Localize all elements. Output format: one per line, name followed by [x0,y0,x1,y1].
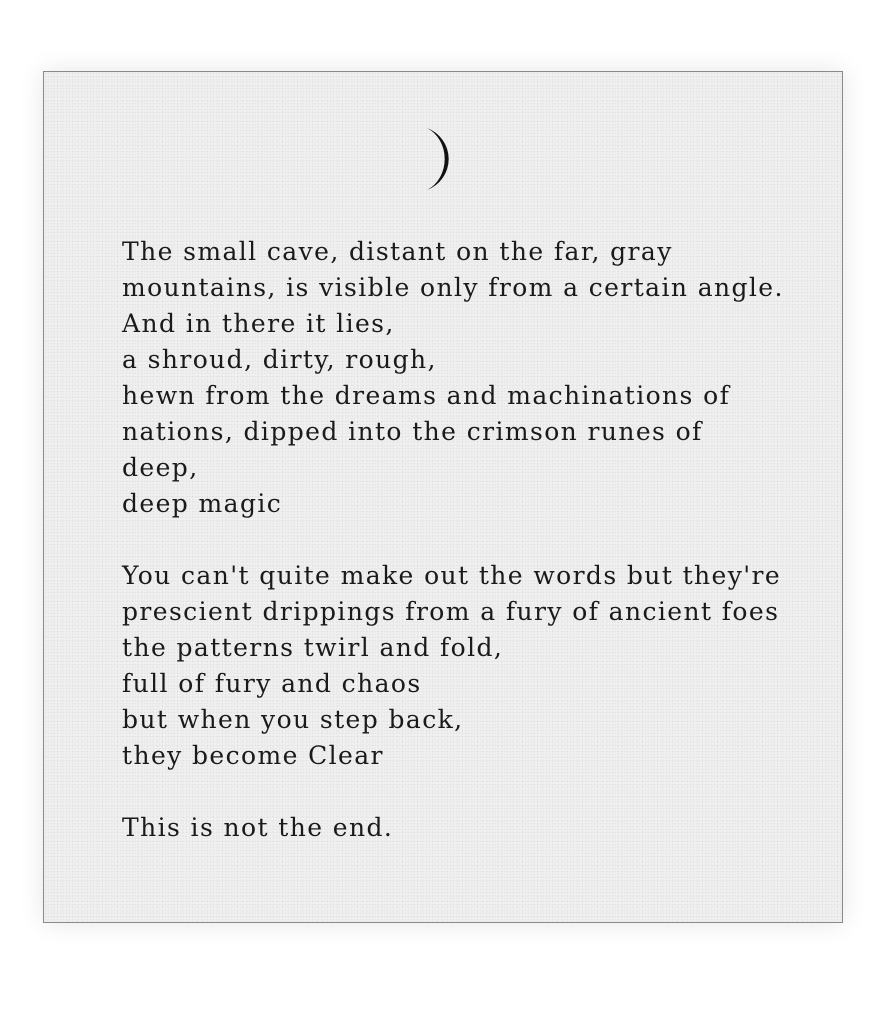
crescent-moon-icon [421,125,467,193]
poem-line: deep magic [122,489,283,518]
stanza-1 [122,234,812,522]
poem-line: nations, dipped into the crimson runes of [122,417,703,446]
stanza-2 [122,558,812,774]
poem-line: but when you step back, [122,705,464,734]
stanza-3 [122,810,812,846]
poem-line: hewn from the dreams and machinations of [122,381,731,410]
poem-line: deep, [122,453,199,482]
poem-line: the patterns twirl and fold, [122,633,504,662]
poem-line: mountains, is visible only from a certain angle. [122,273,784,302]
poem-line: You can't quite make out the words but they're [122,561,782,590]
poem-line: prescient drippings from a fury of ancient foes [122,597,780,626]
poem-card [43,71,843,923]
poem-line: And in there it lies, [122,309,395,338]
poem-line: This is not the end. [122,813,394,842]
poem-body [122,234,812,882]
poem-line: The small cave, distant on the far, gray [122,237,673,266]
poem-line: full of fury and chaos [122,669,422,698]
poem-line: a shroud, dirty, rough, [122,345,437,374]
poem-line: they become Clear [122,741,384,770]
